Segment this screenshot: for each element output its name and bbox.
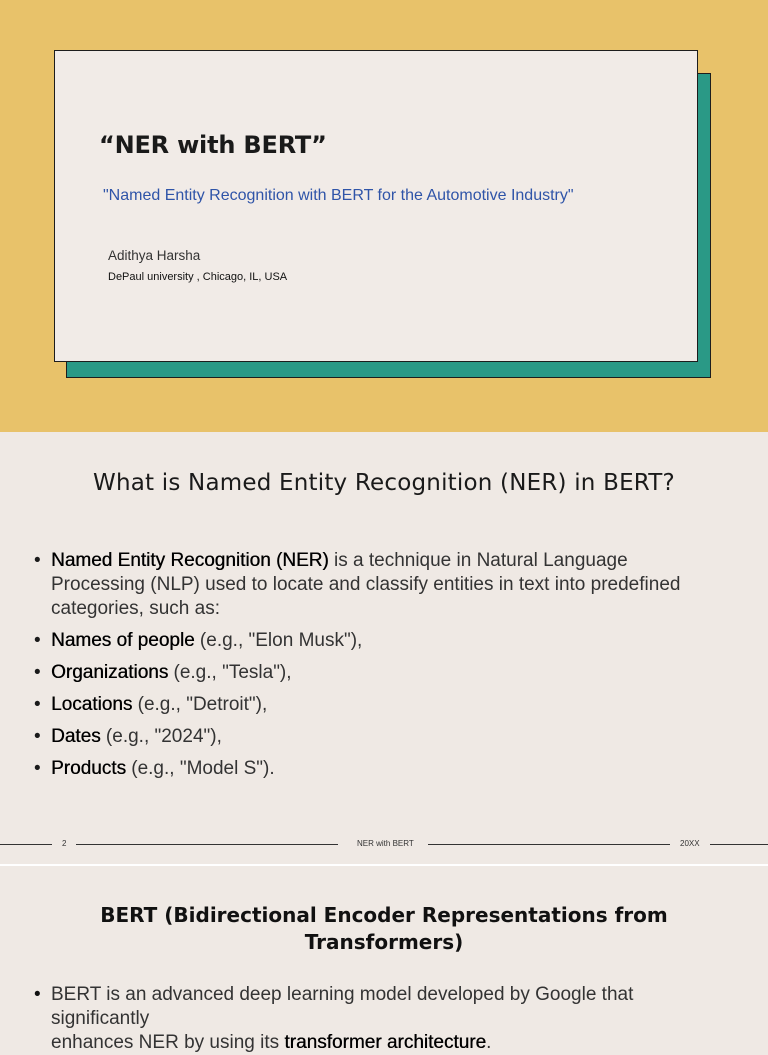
bullet-bold: Organizations	[51, 662, 169, 683]
bullet-text: (e.g., "Detroit"),	[132, 694, 268, 715]
bullet-text: (e.g., "Tesla"),	[168, 662, 292, 683]
title-card	[54, 50, 698, 362]
bullet-text: (e.g., "Model S").	[125, 758, 275, 779]
slide-heading: What is Named Entity Recognition (NER) in BERT?	[93, 470, 675, 496]
bullet-text: .	[486, 1032, 492, 1053]
bullet-list	[34, 983, 724, 1055]
bullet-item	[34, 661, 714, 685]
footer-rule	[0, 844, 52, 845]
footer-date: 20XX	[680, 839, 700, 848]
presentation-subtitle: "Named Entity Recognition with BERT for the Automotive Industry"	[103, 187, 574, 204]
heading-line: BERT (Bidirectional Encoder Representations from	[100, 903, 668, 927]
bullet-text: enhances NER by using its	[51, 1032, 285, 1053]
bullet-list	[34, 549, 714, 789]
page-number: 2	[62, 839, 67, 848]
bullet-item	[34, 725, 714, 749]
bullet-item	[34, 549, 714, 621]
slide-heading	[0, 902, 768, 956]
bullet-item	[34, 629, 714, 653]
slide-footer	[0, 838, 768, 850]
footer-rule	[76, 844, 338, 845]
bullet-bold: Dates	[51, 726, 101, 747]
bert-overview-slide	[0, 866, 768, 1053]
bullet-text: BERT is an advanced deep learning model developed by Google that significantly	[51, 984, 634, 1029]
bullet-item	[34, 983, 724, 1055]
bullet-text: is a technique in Natural Language Processing (NLP) used to locate and classify entities in text into predefined categories, such as:	[51, 550, 681, 619]
bullet-bold: Names of people	[51, 630, 195, 651]
footer-rule	[710, 844, 768, 845]
bullet-bold: transformer architecture	[284, 1032, 487, 1053]
bullet-text: (e.g., "Elon Musk"),	[194, 630, 363, 651]
bullet-bold: Locations	[51, 694, 133, 715]
bullet-text: (e.g., "2024"),	[100, 726, 222, 747]
author-affiliation: DePaul university , Chicago, IL, USA	[108, 271, 288, 283]
bullet-item	[34, 693, 714, 717]
presentation-title: “NER with BERT”	[99, 131, 327, 159]
footer-title: NER with BERT	[357, 839, 414, 848]
ner-definition-slide	[0, 432, 768, 864]
bullet-item	[34, 757, 714, 781]
heading-line: Transformers)	[304, 930, 464, 954]
title-slide	[0, 0, 768, 432]
bullet-bold: Products	[51, 758, 126, 779]
bullet-bold: Named Entity Recognition (NER)	[51, 550, 329, 571]
footer-rule	[428, 844, 670, 845]
author-name: Adithya Harsha	[108, 248, 201, 263]
